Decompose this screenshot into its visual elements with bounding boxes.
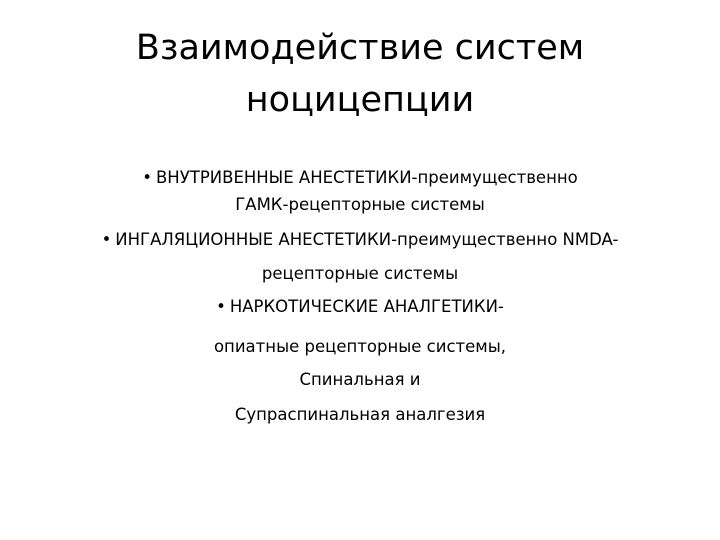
bullet-item-1-line-1: ВНУТРИВЕННЫЕ АНЕСТЕТИКИ-преимущественно — [155, 168, 578, 187]
bullet-item-2-line-1: ИНГАЛЯЦИОННЫЕ АНЕСТЕТИКИ-преимущественно NMDA- — [115, 230, 619, 249]
bullet-item-3-line-4: Супраспинальная аналгезия — [234, 405, 486, 424]
bullet-item-3-continuation-1 — [0, 337, 720, 356]
bullet-item-1-line-2: ГАМК-рецепторные системы — [235, 195, 485, 214]
bullet-item-3 — [0, 297, 720, 316]
bullet-item-3-continuation-2 — [0, 370, 720, 389]
bullet-item-2-line-2: рецепторные системы — [261, 264, 459, 283]
bullet-glyph: • — [101, 230, 112, 249]
bullet-item-3-line-3: Спинальная и — [299, 370, 421, 389]
bullet-item-3-line-1: НАРКОТИЧЕСКИЕ АНАЛГЕТИКИ- — [229, 297, 504, 316]
bullet-item-1-continuation — [0, 195, 720, 214]
bullet-glyph: • — [216, 297, 226, 316]
title-line-2: ноцицепции — [245, 80, 475, 120]
bullet-item-3-continuation-3 — [0, 405, 720, 424]
title-line-1: Взаимодействие систем — [135, 28, 585, 68]
bullet-item-1 — [0, 168, 720, 187]
bullet-item-2-continuation — [0, 264, 720, 283]
bullet-item-2 — [0, 230, 720, 249]
bullet-item-3-line-2: опиатные рецепторные системы, — [213, 337, 507, 356]
slide-title — [0, 22, 720, 126]
bullet-glyph: • — [142, 168, 152, 187]
